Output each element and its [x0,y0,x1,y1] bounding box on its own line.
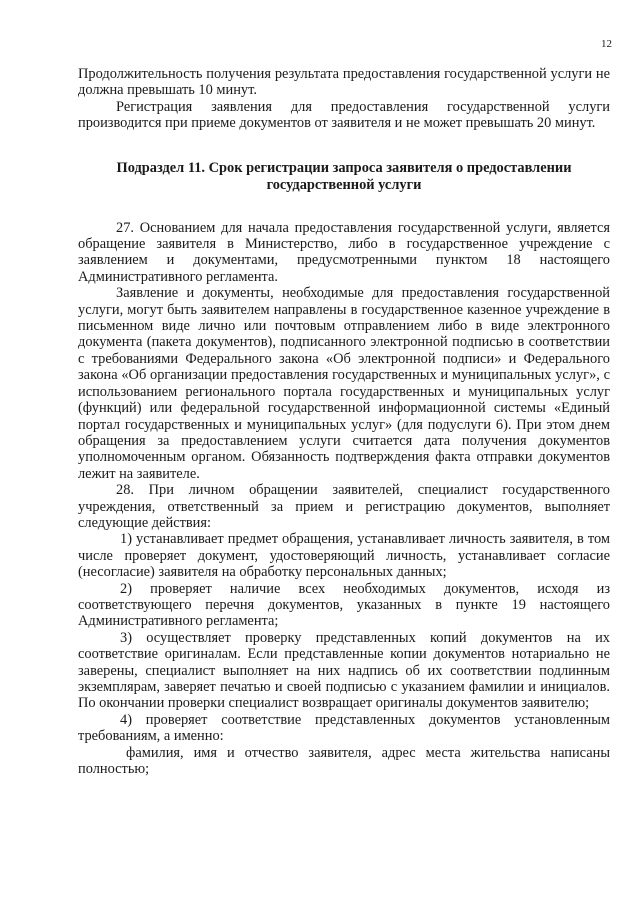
paragraph-28: 28. При личном обращении заявителей, специалист государственного учреждения, ответственный за прием и регистрацию документов, выполняет следующие действия: [78,482,610,531]
list-item-1: 1) устанавливает предмет обращения, устанавливает личность заявителя, в том числе проверяет документ, удостоверяющий личность, устанавливает согласие (несогласие) заявителя на обработку персональных данных; [78,531,610,581]
list-item-4-subitem: фамилия, имя и отчество заявителя, адрес места жительства написаны полностью; [78,744,610,778]
subsection-title: Подраздел 11. Срок регистрации запроса заявителя о предоставлении государственной услуги [116,159,572,193]
list-item-2: 2) проверяет наличие всех необходимых документов, исходя из соответствующего перечня документов, указанных в пункте 19 настоящего Административного регламента; [78,580,610,630]
paragraph-27-continued: Заявление и документы, необходимые для предоставления государственной услуги, могут быть заявителем направлены в государственное казенное учреждение в письменном виде лично или почтовым отправлением либо в виде электронного документа (пакета документов), подписанного электронной подписью в соответствии с требованиями Федерального закона «Об электронной подписи» и Федерального закона «Об организации предоставления государственных и муниципальных услуг», с использованием регионального портала государственных и муниципальных услуг (функций) или федеральной государственной информационной системы «Единый портал государственных и муниципальных услуг» (для подуслуги 6). При этом днем обращения за предоставлением услуги считается дата получения документов уполномоченным органом. Обязанность подтверждения факта отправки документов лежит на заявителе. [78,285,610,482]
list-item-4: 4) проверяет соответствие представленных документов установленным требованиям, а именно: [78,711,610,745]
paragraph-27: 27. Основанием для начала предоставления государственной услуги, является обращение заявителя в Министерство, либо в государственное учреждение с заявлением и документами, предусмотренными пунктом 18 настоящего Административного регламента. [78,219,610,285]
page-content [78,66,610,777]
intro-paragraph: Продолжительность получения результата предоставления государственной услуги не должна превышать 10 минут. [78,66,610,99]
list-item-3: 3) осуществляет проверку представленных копий документов на их соответствие оригиналам. Если представленные копии документов нотариально не заверены, специалист выполняет на них надпись об их соответствии подлинным экземплярам, заверяет печатью и своей подписью с указанием фамилии и инициалов. По окончании проверки специалист возвращает оригиналы документов заявителю; [78,629,610,712]
intro-paragraph: Регистрация заявления для предоставления государственной услуги производится при приеме документов от заявителя и не может превышать 20 минут. [78,98,610,132]
page-number: 12 [601,38,612,50]
